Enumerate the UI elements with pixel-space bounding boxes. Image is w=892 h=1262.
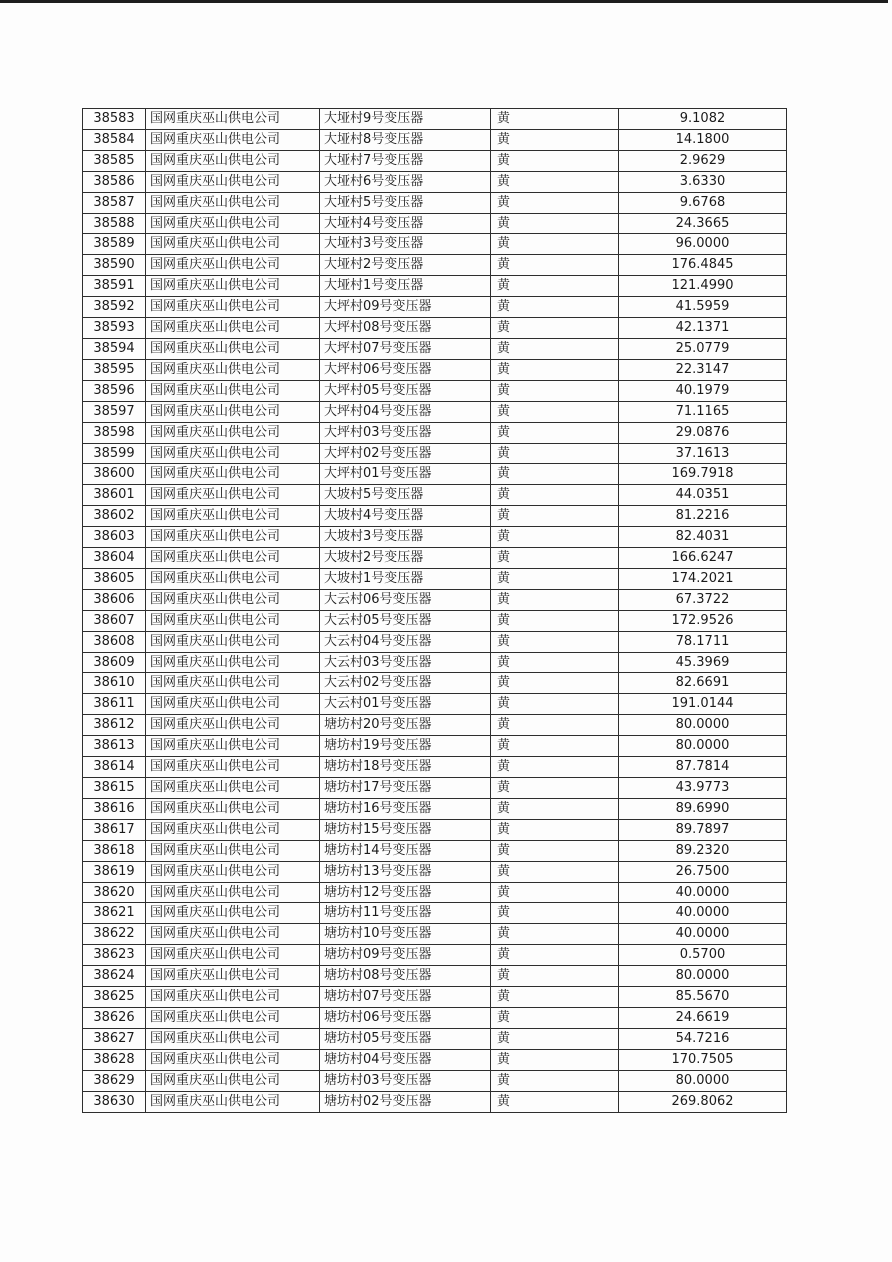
phase-cell: 黄	[491, 694, 619, 715]
row-id-cell: 38597	[83, 401, 146, 422]
transformer-cell: 塘坊村02号变压器	[320, 1091, 491, 1112]
phase-cell: 黄	[491, 109, 619, 130]
value-cell: 121.4990	[619, 276, 787, 297]
phase-cell: 黄	[491, 1091, 619, 1112]
table-row	[83, 694, 787, 715]
row-id-cell: 38621	[83, 903, 146, 924]
row-id-cell: 38623	[83, 945, 146, 966]
row-id-cell: 38590	[83, 255, 146, 276]
company-cell: 国网重庆巫山供电公司	[146, 736, 320, 757]
table-row	[83, 318, 787, 339]
row-id-cell: 38612	[83, 715, 146, 736]
phase-cell: 黄	[491, 150, 619, 171]
phase-cell: 黄	[491, 527, 619, 548]
value-cell: 82.6691	[619, 673, 787, 694]
transformer-cell: 塘坊村14号变压器	[320, 840, 491, 861]
value-cell: 78.1711	[619, 631, 787, 652]
transformer-cell: 大坪村01号变压器	[320, 464, 491, 485]
row-id-cell: 38604	[83, 548, 146, 569]
table-row	[83, 109, 787, 130]
row-id-cell: 38615	[83, 778, 146, 799]
company-cell: 国网重庆巫山供电公司	[146, 966, 320, 987]
table-row	[83, 422, 787, 443]
data-table-body	[83, 109, 787, 1113]
row-id-cell: 38626	[83, 1007, 146, 1028]
phase-cell: 黄	[491, 861, 619, 882]
company-cell: 国网重庆巫山供电公司	[146, 568, 320, 589]
company-cell: 国网重庆巫山供电公司	[146, 757, 320, 778]
value-cell: 82.4031	[619, 527, 787, 548]
company-cell: 国网重庆巫山供电公司	[146, 861, 320, 882]
phase-cell: 黄	[491, 129, 619, 150]
transformer-cell: 大坪村02号变压器	[320, 443, 491, 464]
phase-cell: 黄	[491, 673, 619, 694]
value-cell: 166.6247	[619, 548, 787, 569]
phase-cell: 黄	[491, 443, 619, 464]
row-id-cell: 38587	[83, 192, 146, 213]
company-cell: 国网重庆巫山供电公司	[146, 589, 320, 610]
row-id-cell: 38600	[83, 464, 146, 485]
row-id-cell: 38620	[83, 882, 146, 903]
transformer-cell: 大坡村1号变压器	[320, 568, 491, 589]
table-row	[83, 840, 787, 861]
table-row	[83, 903, 787, 924]
company-cell: 国网重庆巫山供电公司	[146, 276, 320, 297]
company-cell: 国网重庆巫山供电公司	[146, 548, 320, 569]
company-cell: 国网重庆巫山供电公司	[146, 924, 320, 945]
phase-cell: 黄	[491, 568, 619, 589]
table-row	[83, 861, 787, 882]
company-cell: 国网重庆巫山供电公司	[146, 485, 320, 506]
table-row	[83, 673, 787, 694]
phase-cell: 黄	[491, 798, 619, 819]
table-row	[83, 464, 787, 485]
row-id-cell: 38605	[83, 568, 146, 589]
table-row	[83, 589, 787, 610]
phase-cell: 黄	[491, 778, 619, 799]
table-row	[83, 276, 787, 297]
transformer-cell: 大坡村2号变压器	[320, 548, 491, 569]
row-id-cell: 38630	[83, 1091, 146, 1112]
table-row	[83, 150, 787, 171]
row-id-cell: 38627	[83, 1028, 146, 1049]
row-id-cell: 38601	[83, 485, 146, 506]
phase-cell: 黄	[491, 924, 619, 945]
phase-cell: 黄	[491, 882, 619, 903]
value-cell: 9.6768	[619, 192, 787, 213]
phase-cell: 黄	[491, 819, 619, 840]
phase-cell: 黄	[491, 338, 619, 359]
value-cell: 80.0000	[619, 715, 787, 736]
company-cell: 国网重庆巫山供电公司	[146, 464, 320, 485]
row-id-cell: 38591	[83, 276, 146, 297]
row-id-cell: 38598	[83, 422, 146, 443]
value-cell: 22.3147	[619, 359, 787, 380]
table-row	[83, 1091, 787, 1112]
transformer-cell: 塘坊村20号变压器	[320, 715, 491, 736]
phase-cell: 黄	[491, 548, 619, 569]
table-row	[83, 610, 787, 631]
value-cell: 40.1979	[619, 380, 787, 401]
phase-cell: 黄	[491, 945, 619, 966]
transformer-cell: 大云村02号变压器	[320, 673, 491, 694]
row-id-cell: 38624	[83, 966, 146, 987]
transformer-cell: 大坪村05号变压器	[320, 380, 491, 401]
transformer-cell: 大坡村4号变压器	[320, 506, 491, 527]
phase-cell: 黄	[491, 506, 619, 527]
table-row	[83, 129, 787, 150]
table-row	[83, 1070, 787, 1091]
phase-cell: 黄	[491, 631, 619, 652]
transformer-cell: 塘坊村12号变压器	[320, 882, 491, 903]
transformer-cell: 塘坊村09号变压器	[320, 945, 491, 966]
transformer-cell: 塘坊村03号变压器	[320, 1070, 491, 1091]
company-cell: 国网重庆巫山供电公司	[146, 715, 320, 736]
value-cell: 89.7897	[619, 819, 787, 840]
table-row	[83, 924, 787, 945]
row-id-cell: 38589	[83, 234, 146, 255]
value-cell: 44.0351	[619, 485, 787, 506]
row-id-cell: 38595	[83, 359, 146, 380]
value-cell: 37.1613	[619, 443, 787, 464]
table-row	[83, 631, 787, 652]
phase-cell: 黄	[491, 359, 619, 380]
company-cell: 国网重庆巫山供电公司	[146, 840, 320, 861]
phase-cell: 黄	[491, 715, 619, 736]
transformer-cell: 大云村05号变压器	[320, 610, 491, 631]
transformer-cell: 大垭村8号变压器	[320, 129, 491, 150]
value-cell: 24.6619	[619, 1007, 787, 1028]
row-id-cell: 38585	[83, 150, 146, 171]
row-id-cell: 38619	[83, 861, 146, 882]
value-cell: 80.0000	[619, 966, 787, 987]
row-id-cell: 38594	[83, 338, 146, 359]
company-cell: 国网重庆巫山供电公司	[146, 652, 320, 673]
table-row	[83, 778, 787, 799]
row-id-cell: 38610	[83, 673, 146, 694]
value-cell: 169.7918	[619, 464, 787, 485]
phase-cell: 黄	[491, 589, 619, 610]
transformer-cell: 大坪村07号变压器	[320, 338, 491, 359]
value-cell: 170.7505	[619, 1049, 787, 1070]
row-id-cell: 38583	[83, 109, 146, 130]
value-cell: 43.9773	[619, 778, 787, 799]
transformer-cell: 塘坊村16号变压器	[320, 798, 491, 819]
company-cell: 国网重庆巫山供电公司	[146, 255, 320, 276]
company-cell: 国网重庆巫山供电公司	[146, 694, 320, 715]
transformer-cell: 大垭村2号变压器	[320, 255, 491, 276]
phase-cell: 黄	[491, 464, 619, 485]
table-row	[83, 819, 787, 840]
row-id-cell: 38629	[83, 1070, 146, 1091]
phase-cell: 黄	[491, 966, 619, 987]
table-row	[83, 987, 787, 1008]
value-cell: 54.7216	[619, 1028, 787, 1049]
company-cell: 国网重庆巫山供电公司	[146, 631, 320, 652]
table-row	[83, 506, 787, 527]
company-cell: 国网重庆巫山供电公司	[146, 798, 320, 819]
value-cell: 80.0000	[619, 1070, 787, 1091]
table-row	[83, 297, 787, 318]
phase-cell: 黄	[491, 192, 619, 213]
phase-cell: 黄	[491, 987, 619, 1008]
transformer-cell: 塘坊村06号变压器	[320, 1007, 491, 1028]
value-cell: 2.9629	[619, 150, 787, 171]
table-row	[83, 485, 787, 506]
table-row	[83, 380, 787, 401]
phase-cell: 黄	[491, 318, 619, 339]
transformer-cell: 塘坊村18号变压器	[320, 757, 491, 778]
company-cell: 国网重庆巫山供电公司	[146, 234, 320, 255]
company-cell: 国网重庆巫山供电公司	[146, 318, 320, 339]
value-cell: 85.5670	[619, 987, 787, 1008]
value-cell: 0.5700	[619, 945, 787, 966]
value-cell: 40.0000	[619, 882, 787, 903]
value-cell: 89.6990	[619, 798, 787, 819]
value-cell: 176.4845	[619, 255, 787, 276]
company-cell: 国网重庆巫山供电公司	[146, 945, 320, 966]
row-id-cell: 38608	[83, 631, 146, 652]
row-id-cell: 38596	[83, 380, 146, 401]
company-cell: 国网重庆巫山供电公司	[146, 422, 320, 443]
table-row	[83, 736, 787, 757]
value-cell: 174.2021	[619, 568, 787, 589]
value-cell: 89.2320	[619, 840, 787, 861]
company-cell: 国网重庆巫山供电公司	[146, 882, 320, 903]
transformer-cell: 大垭村4号变压器	[320, 213, 491, 234]
phase-cell: 黄	[491, 276, 619, 297]
value-cell: 45.3969	[619, 652, 787, 673]
company-cell: 国网重庆巫山供电公司	[146, 1070, 320, 1091]
transformer-cell: 大垭村3号变压器	[320, 234, 491, 255]
table-row	[83, 798, 787, 819]
transformer-cell: 大云村06号变压器	[320, 589, 491, 610]
value-cell: 24.3665	[619, 213, 787, 234]
company-cell: 国网重庆巫山供电公司	[146, 109, 320, 130]
row-id-cell: 38586	[83, 171, 146, 192]
phase-cell: 黄	[491, 903, 619, 924]
row-id-cell: 38607	[83, 610, 146, 631]
phase-cell: 黄	[491, 1028, 619, 1049]
row-id-cell: 38588	[83, 213, 146, 234]
table-row	[83, 359, 787, 380]
table-row	[83, 548, 787, 569]
phase-cell: 黄	[491, 213, 619, 234]
transformer-cell: 大云村01号变压器	[320, 694, 491, 715]
table-row	[83, 652, 787, 673]
transformer-cell: 大坪村08号变压器	[320, 318, 491, 339]
phase-cell: 黄	[491, 736, 619, 757]
value-cell: 42.1371	[619, 318, 787, 339]
phase-cell: 黄	[491, 610, 619, 631]
transformer-cell: 大垭村7号变压器	[320, 150, 491, 171]
transformer-cell: 大坪村06号变压器	[320, 359, 491, 380]
table-row	[83, 338, 787, 359]
table-row	[83, 255, 787, 276]
company-cell: 国网重庆巫山供电公司	[146, 1028, 320, 1049]
row-id-cell: 38625	[83, 987, 146, 1008]
row-id-cell: 38618	[83, 840, 146, 861]
company-cell: 国网重庆巫山供电公司	[146, 819, 320, 840]
company-cell: 国网重庆巫山供电公司	[146, 192, 320, 213]
company-cell: 国网重庆巫山供电公司	[146, 213, 320, 234]
phase-cell: 黄	[491, 255, 619, 276]
phase-cell: 黄	[491, 234, 619, 255]
phase-cell: 黄	[491, 757, 619, 778]
phase-cell: 黄	[491, 652, 619, 673]
phase-cell: 黄	[491, 171, 619, 192]
value-cell: 29.0876	[619, 422, 787, 443]
row-id-cell: 38602	[83, 506, 146, 527]
company-cell: 国网重庆巫山供电公司	[146, 171, 320, 192]
company-cell: 国网重庆巫山供电公司	[146, 778, 320, 799]
value-cell: 67.3722	[619, 589, 787, 610]
value-cell: 80.0000	[619, 736, 787, 757]
transformer-cell: 塘坊村15号变压器	[320, 819, 491, 840]
company-cell: 国网重庆巫山供电公司	[146, 443, 320, 464]
transformer-cell: 塘坊村11号变压器	[320, 903, 491, 924]
value-cell: 41.5959	[619, 297, 787, 318]
transformer-cell: 塘坊村10号变压器	[320, 924, 491, 945]
row-id-cell: 38592	[83, 297, 146, 318]
transformer-cell: 大坡村3号变压器	[320, 527, 491, 548]
table-row	[83, 192, 787, 213]
row-id-cell: 38616	[83, 798, 146, 819]
value-cell: 81.2216	[619, 506, 787, 527]
company-cell: 国网重庆巫山供电公司	[146, 610, 320, 631]
phase-cell: 黄	[491, 1070, 619, 1091]
transformer-cell: 大垭村9号变压器	[320, 109, 491, 130]
phase-cell: 黄	[491, 1049, 619, 1070]
value-cell: 3.6330	[619, 171, 787, 192]
table-row	[83, 757, 787, 778]
company-cell: 国网重庆巫山供电公司	[146, 987, 320, 1008]
table-row	[83, 443, 787, 464]
value-cell: 14.1800	[619, 129, 787, 150]
transformer-cell: 塘坊村05号变压器	[320, 1028, 491, 1049]
table-row	[83, 1007, 787, 1028]
table-row	[83, 966, 787, 987]
transformer-cell: 大坪村03号变压器	[320, 422, 491, 443]
table-row	[83, 171, 787, 192]
phase-cell: 黄	[491, 485, 619, 506]
company-cell: 国网重庆巫山供电公司	[146, 527, 320, 548]
transformer-cell: 塘坊村19号变压器	[320, 736, 491, 757]
row-id-cell: 38599	[83, 443, 146, 464]
value-cell: 191.0144	[619, 694, 787, 715]
transformer-cell: 大云村03号变压器	[320, 652, 491, 673]
company-cell: 国网重庆巫山供电公司	[146, 297, 320, 318]
company-cell: 国网重庆巫山供电公司	[146, 150, 320, 171]
company-cell: 国网重庆巫山供电公司	[146, 338, 320, 359]
phase-cell: 黄	[491, 297, 619, 318]
company-cell: 国网重庆巫山供电公司	[146, 380, 320, 401]
row-id-cell: 38606	[83, 589, 146, 610]
row-id-cell: 38609	[83, 652, 146, 673]
row-id-cell: 38584	[83, 129, 146, 150]
transformer-cell: 大坡村5号变压器	[320, 485, 491, 506]
row-id-cell: 38622	[83, 924, 146, 945]
row-id-cell: 38614	[83, 757, 146, 778]
company-cell: 国网重庆巫山供电公司	[146, 359, 320, 380]
company-cell: 国网重庆巫山供电公司	[146, 506, 320, 527]
transformer-data-table	[82, 108, 787, 1113]
table-row	[83, 715, 787, 736]
value-cell: 25.0779	[619, 338, 787, 359]
top-rule-divider	[0, 0, 888, 3]
company-cell: 国网重庆巫山供电公司	[146, 1091, 320, 1112]
table-row	[83, 945, 787, 966]
transformer-cell: 塘坊村17号变压器	[320, 778, 491, 799]
transformer-cell: 大坪村04号变压器	[320, 401, 491, 422]
transformer-cell: 塘坊村04号变压器	[320, 1049, 491, 1070]
row-id-cell: 38611	[83, 694, 146, 715]
transformer-cell: 大坪村09号变压器	[320, 297, 491, 318]
company-cell: 国网重庆巫山供电公司	[146, 1049, 320, 1070]
phase-cell: 黄	[491, 401, 619, 422]
phase-cell: 黄	[491, 1007, 619, 1028]
table-row	[83, 213, 787, 234]
row-id-cell: 38613	[83, 736, 146, 757]
phase-cell: 黄	[491, 380, 619, 401]
value-cell: 40.0000	[619, 903, 787, 924]
phase-cell: 黄	[491, 840, 619, 861]
table-row	[83, 234, 787, 255]
row-id-cell: 38628	[83, 1049, 146, 1070]
transformer-cell: 塘坊村07号变压器	[320, 987, 491, 1008]
company-cell: 国网重庆巫山供电公司	[146, 673, 320, 694]
value-cell: 26.7500	[619, 861, 787, 882]
company-cell: 国网重庆巫山供电公司	[146, 1007, 320, 1028]
row-id-cell: 38603	[83, 527, 146, 548]
transformer-cell: 大垭村5号变压器	[320, 192, 491, 213]
value-cell: 96.0000	[619, 234, 787, 255]
phase-cell: 黄	[491, 422, 619, 443]
company-cell: 国网重庆巫山供电公司	[146, 401, 320, 422]
value-cell: 71.1165	[619, 401, 787, 422]
company-cell: 国网重庆巫山供电公司	[146, 129, 320, 150]
value-cell: 269.8062	[619, 1091, 787, 1112]
value-cell: 9.1082	[619, 109, 787, 130]
transformer-cell: 大垭村1号变压器	[320, 276, 491, 297]
transformer-cell: 塘坊村13号变压器	[320, 861, 491, 882]
transformer-cell: 塘坊村08号变压器	[320, 966, 491, 987]
row-id-cell: 38617	[83, 819, 146, 840]
table-row	[83, 527, 787, 548]
table-row	[83, 1028, 787, 1049]
table-row	[83, 882, 787, 903]
row-id-cell: 38593	[83, 318, 146, 339]
table-row	[83, 568, 787, 589]
table-row	[83, 401, 787, 422]
value-cell: 40.0000	[619, 924, 787, 945]
company-cell: 国网重庆巫山供电公司	[146, 903, 320, 924]
transformer-cell: 大垭村6号变压器	[320, 171, 491, 192]
table-row	[83, 1049, 787, 1070]
transformer-cell: 大云村04号变压器	[320, 631, 491, 652]
value-cell: 87.7814	[619, 757, 787, 778]
value-cell: 172.9526	[619, 610, 787, 631]
